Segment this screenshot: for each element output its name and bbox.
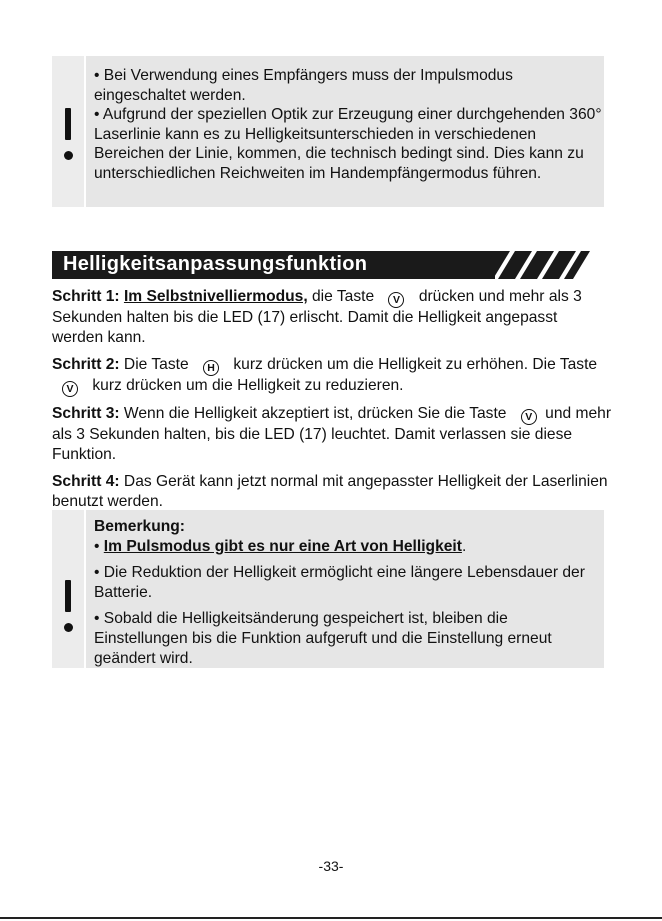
remark-line [94, 537, 604, 557]
step-4 [52, 472, 612, 512]
step-text: kurz drücken um die Helligkeit zu erhöhen. Die Taste [233, 356, 598, 373]
step-label: Schritt 4: [52, 473, 120, 490]
remark-line: • Sobald die Helligkeitsänderung gespeichert ist, bleiben die Einstellungen bis die Funktion aufgeruft und die Einstellung erneut geändert wird. [94, 610, 552, 667]
exclamation-icon [61, 580, 75, 632]
v-key-icon: V [62, 381, 78, 397]
step-1 [52, 287, 612, 348]
step-text: Wenn die Helligkeit akzeptiert ist, drücken Sie die Taste [119, 405, 507, 422]
note-line: • Bei Verwendung eines Empfängers muss der Impulsmodus eingeschaltet werden. [94, 67, 513, 104]
v-key-icon: V [388, 292, 404, 308]
remark-heading: Bemerkung: [94, 518, 185, 535]
note-line: • Aufgrund der speziellen Optik zur Erzeugung einer durchgehenden 360° Laserlinie kann es zu Helligkeitsunterschieden in verschiedenen Bereichen der Linie, kommen, die technisch bedingt sind. Dies kann zu unterschiedlichen Reichweiten im Handempfängermodus führen. [94, 106, 602, 182]
steps-body [52, 287, 612, 519]
step-text: Das Gerät kann jetzt normal mit angepasster Helligkeit der Laserlinien benutzt werden. [52, 473, 608, 510]
step-3 [52, 404, 612, 465]
warning-bar [52, 56, 86, 207]
warning-note-receiver [52, 56, 604, 207]
step-text: Die Taste [119, 356, 189, 373]
period: . [461, 537, 467, 555]
step-text: kurz drücken um die Helligkeit zu reduzieren. [92, 377, 404, 394]
warning-bar [52, 510, 86, 668]
warning-note-text [94, 66, 604, 184]
step-text: die Taste [307, 288, 375, 305]
bottom-divider [0, 917, 662, 919]
section-title: Helligkeitsanpassungsfunktion [63, 253, 368, 275]
page-number: -33- [318, 858, 344, 874]
h-key-icon: H [203, 360, 219, 376]
step-text: drücken und mehr als 3 Sekunden halten bis die LED (17) erlischt. Damit die Helligkeit angepasst werden kann. [52, 288, 582, 346]
remark-line: • Die Reduktion der Helligkeit ermöglicht eine längere Lebensdauer der Batterie. [94, 564, 585, 601]
step-label: Schritt 1: [52, 288, 120, 305]
section-banner [52, 251, 590, 279]
remark-note [52, 510, 604, 668]
step-2 [52, 355, 612, 397]
remark-emphasis: Im Pulsmodus gibt es nur eine Art von Helligkeit [103, 537, 462, 555]
step-text: und mehr als 3 Sekunden halten, bis die LED (17) leuchtet. Damit verlassen sie diese Funktion. [52, 405, 612, 463]
mode-name: Im Selbstnivelliermodus, [123, 288, 308, 305]
step-label: Schritt 2: [52, 356, 120, 373]
remark-text [94, 517, 604, 668]
exclamation-icon [61, 108, 75, 160]
bullet: • [94, 537, 104, 555]
step-label: Schritt 3: [52, 405, 120, 422]
v-key-icon: V [521, 409, 537, 425]
